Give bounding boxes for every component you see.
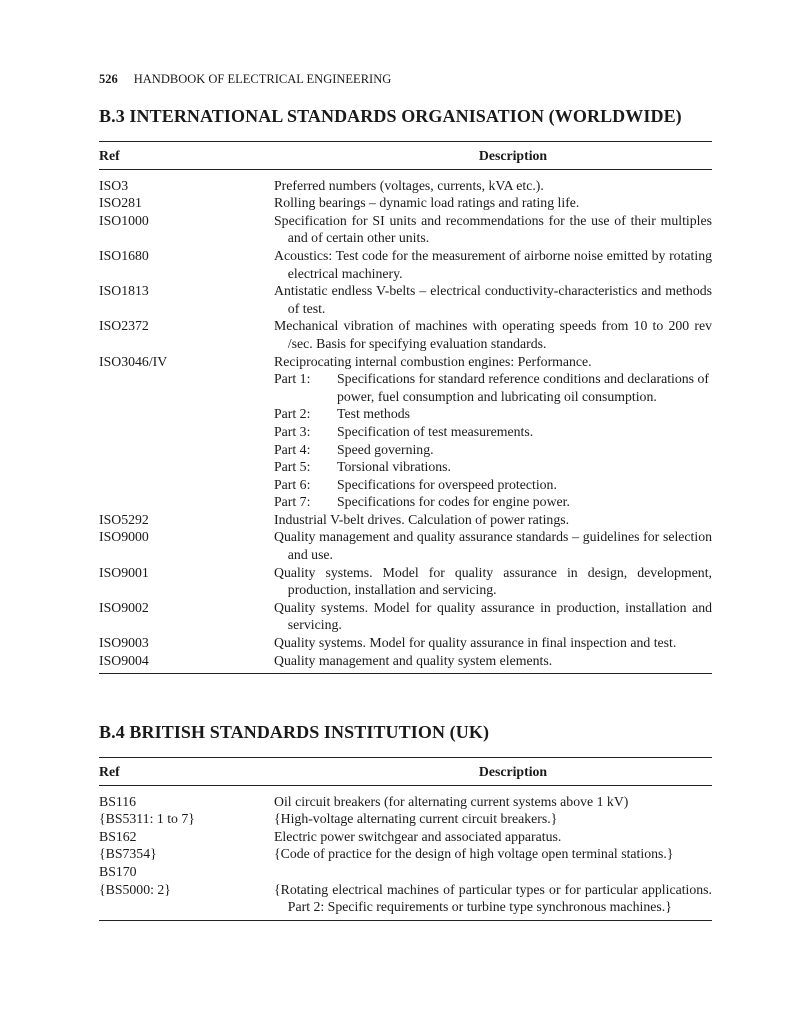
- bsi-standards-table: [99, 757, 712, 921]
- standard-ref: ISO5292: [99, 511, 149, 527]
- standard-description: Quality systems. Model for quality assurance in production, installation and servicing.: [274, 599, 712, 633]
- table-header: [99, 142, 712, 170]
- part-label: Part 4:: [274, 441, 311, 457]
- standard-part: [99, 458, 712, 476]
- standard-ref: BS170: [99, 863, 137, 879]
- part-text: Speed governing.: [337, 441, 434, 457]
- standard-description: Quality systems. Model for quality assurance in final inspection and test.: [274, 635, 677, 651]
- table-row: [99, 177, 712, 195]
- table-row: [99, 212, 712, 247]
- standard-ref: {BS5311: 1 to 7}: [99, 811, 195, 827]
- standard-description: Electric power switchgear and associated apparatus.: [274, 828, 562, 844]
- part-text: Torsional vibrations.: [337, 459, 451, 475]
- standard-description: Preferred numbers (voltages, currents, kVA etc.).: [274, 177, 544, 193]
- standard-description: Quality systems. Model for quality assurance in design, development, production, installation and servicing.: [274, 564, 712, 598]
- standard-description: Quality management and quality system elements.: [274, 652, 553, 668]
- standard-ref: {BS7354}: [99, 846, 157, 862]
- running-title: HANDBOOK OF ELECTRICAL ENGINEERING: [133, 72, 392, 86]
- standard-description: [274, 863, 712, 881]
- table-row: [99, 863, 712, 881]
- table-row: [99, 810, 712, 828]
- standard-ref: BS162: [99, 828, 137, 844]
- standard-description: {Rotating electrical machines of particular types or for particular applications. Part 2: Specific requirements or turbine type synchronous machines.}: [274, 881, 712, 915]
- part-label: Part 6:: [274, 476, 311, 492]
- section-heading-iso: B.3 INTERNATIONAL STANDARDS ORGANISATION (WORLDWIDE): [99, 106, 682, 126]
- part-label: Part 2:: [274, 406, 311, 422]
- standard-description: Antistatic endless V-belts – electrical conductivity-characteristics and methods of test.: [274, 283, 712, 316]
- standard-part: [99, 441, 712, 459]
- standard-description: Acoustics: Test code for the measurement of airborne noise emitted by rotating electrical machinery.: [274, 247, 712, 281]
- table-row: [99, 511, 712, 529]
- standard-ref: ISO9002: [99, 599, 149, 615]
- table-row: [99, 528, 712, 563]
- running-head: [99, 72, 391, 87]
- part-label: Part 5:: [274, 459, 311, 475]
- column-header-description: Description: [478, 764, 548, 779]
- part-label: Part 7:: [274, 494, 311, 510]
- standard-ref: ISO9000: [99, 529, 149, 545]
- part-text: Specification of test measurements.: [337, 423, 534, 439]
- table-row: [99, 652, 712, 670]
- table-row: [99, 634, 712, 652]
- standard-ref: {BS5000: 2}: [99, 881, 171, 897]
- column-header-description: Description: [478, 148, 548, 163]
- table-header: [99, 758, 712, 786]
- standard-part: [99, 405, 712, 423]
- standard-part: [99, 476, 712, 494]
- table-row: [99, 564, 712, 599]
- standard-description: Quality management and quality assurance standards – guidelines for selection and use.: [274, 529, 712, 563]
- table-bottom-rule: [99, 920, 712, 921]
- standard-ref: ISO1000: [99, 212, 149, 228]
- standard-ref: ISO1813: [99, 283, 149, 299]
- standard-ref: ISO2372: [99, 318, 149, 334]
- standard-description: Industrial V-belt drives. Calculation of power ratings.: [274, 511, 570, 527]
- column-header-ref: Ref: [99, 148, 120, 163]
- column-header-ref: Ref: [99, 764, 120, 779]
- standard-ref: ISO3: [99, 177, 129, 193]
- table-row: [99, 881, 712, 916]
- table-row: [99, 194, 712, 212]
- standard-description: {Code of practice for the design of high voltage open terminal stations.}: [274, 846, 674, 862]
- page-number: 526: [99, 72, 118, 86]
- standard-part: [99, 370, 712, 405]
- standard-part: [99, 493, 712, 511]
- standard-description: {High-voltage alternating current circuit breakers.}: [274, 811, 558, 827]
- table-row: [99, 317, 712, 352]
- table-bottom-rule: [99, 673, 712, 674]
- standard-ref: ISO9004: [99, 652, 149, 668]
- standard-ref: ISO281: [99, 195, 142, 211]
- table-row: [99, 793, 712, 811]
- table-row: [99, 599, 712, 634]
- standard-ref: ISO1680: [99, 247, 149, 263]
- part-label: Part 3:: [274, 423, 311, 439]
- standard-description: Oil circuit breakers (for alternating current systems above 1 kV): [274, 793, 629, 809]
- table-row: [99, 353, 712, 371]
- part-text: Test methods: [337, 406, 410, 422]
- part-text: Specifications for standard reference conditions and declarations of power, fuel consumption and lubricating oil consumption.: [337, 371, 709, 404]
- standard-description: Mechanical vibration of machines with operating speeds from 10 to 200 rev /sec. Basis for specifying evaluation standards.: [274, 318, 712, 351]
- standard-ref: ISO9001: [99, 564, 149, 580]
- table-row: [99, 282, 712, 317]
- standard-ref: ISO3046/IV: [99, 353, 168, 369]
- part-text: Specifications for overspeed protection.: [337, 476, 557, 492]
- standard-part: [99, 423, 712, 441]
- standard-description: Reciprocating internal combustion engines: Performance.: [274, 353, 592, 369]
- standard-description: Specification for SI units and recommendations for the use of their multiples and of certain other units.: [274, 212, 712, 246]
- table-row: [99, 845, 712, 863]
- part-text: Specifications for codes for engine power.: [337, 494, 570, 510]
- standard-description: Rolling bearings – dynamic load ratings and rating life.: [274, 195, 580, 211]
- table-row: [99, 828, 712, 846]
- iso-standards-table: [99, 141, 712, 674]
- table-row: [99, 247, 712, 282]
- section-heading-bsi: B.4 BRITISH STANDARDS INSTITUTION (UK): [99, 722, 490, 742]
- standard-ref: ISO9003: [99, 635, 149, 651]
- standard-ref: BS116: [99, 793, 137, 809]
- part-label: Part 1:: [274, 371, 311, 387]
